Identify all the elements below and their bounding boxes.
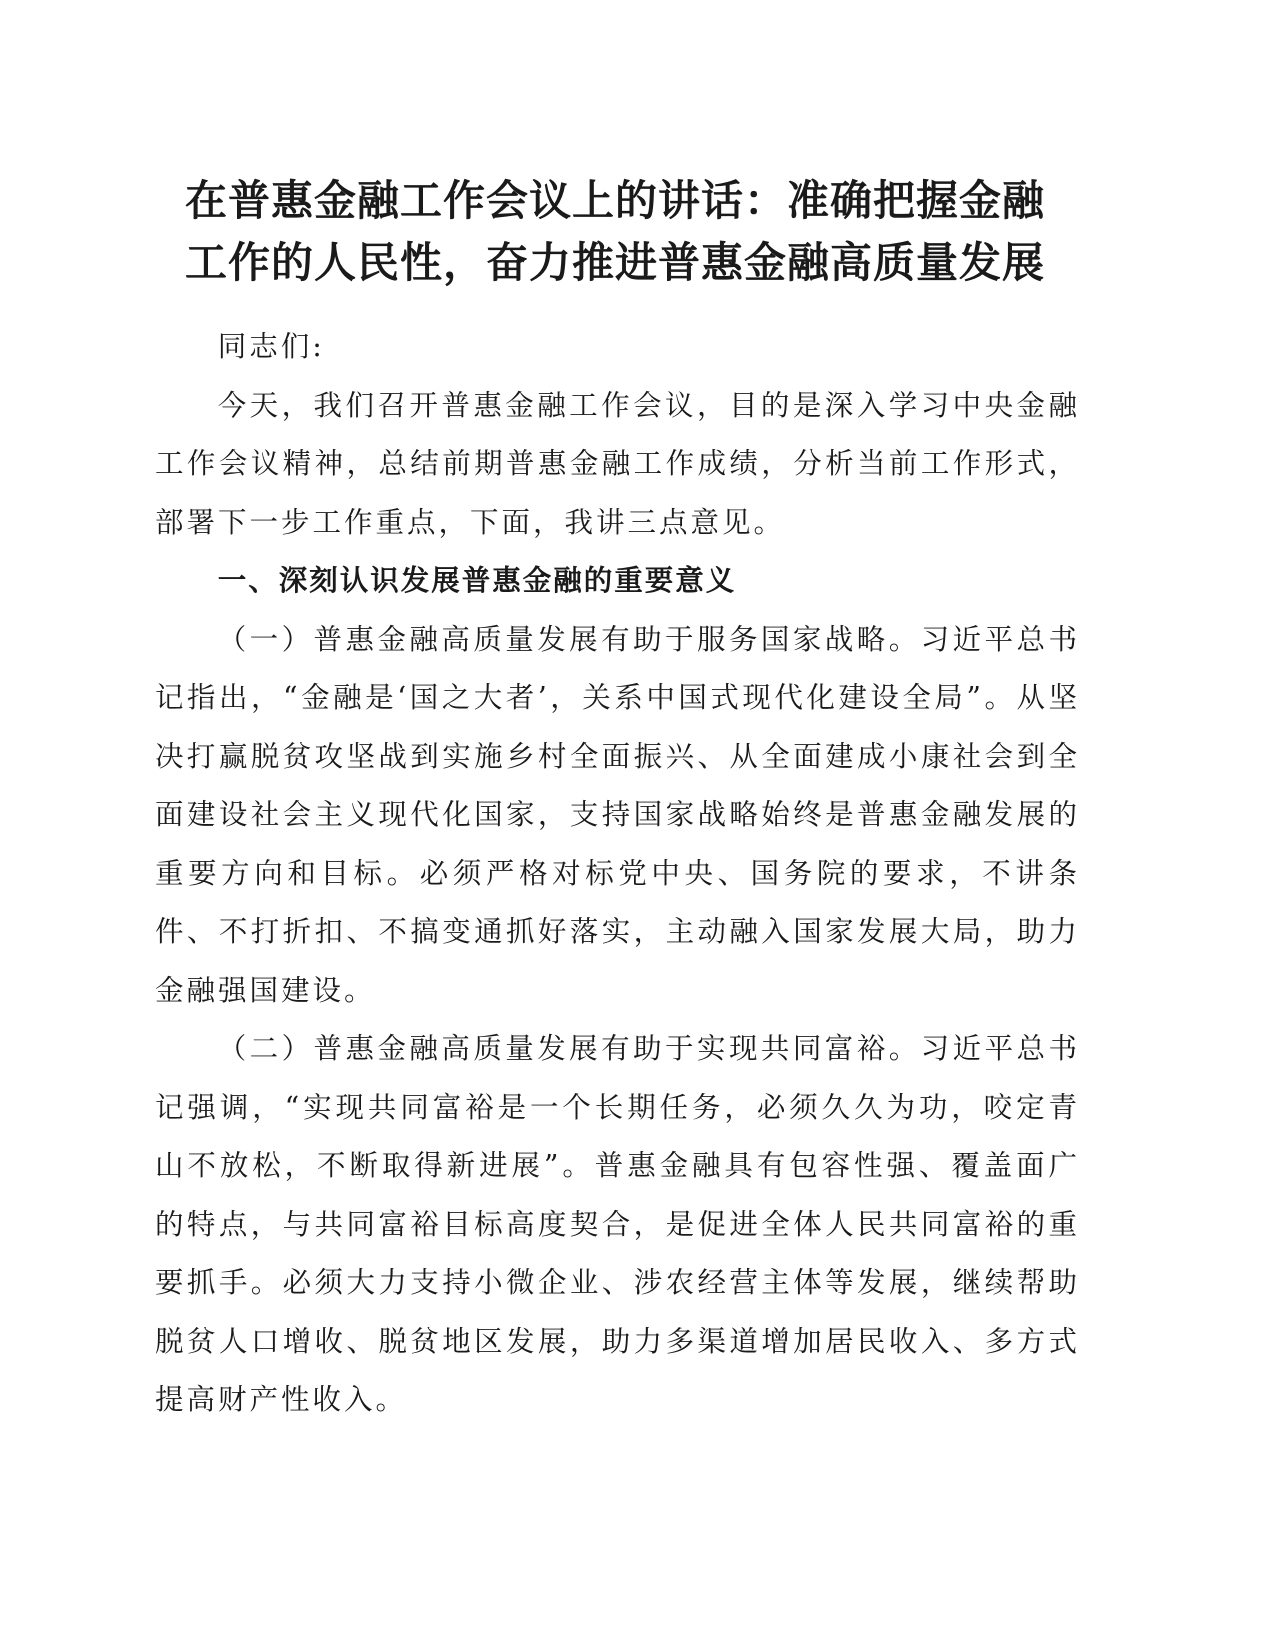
document-body [155,318,1080,1430]
section-paragraph-1: （一）普惠金融高质量发展有助于服务国家战略。习近平总书记指出，“金融是‘国之大者’，关系中国式现代化建设全局”。从坚决打赢脱贫攻坚战到实施乡村全面振兴、从全面建成小康社会到全面建设社会主义现代化国家，支持国家战略始终是普惠金融发展的重要方向和目标。必须严格对标党中央、国务院的要求，不讲条件、不打折扣、不搞变通抓好落实，主动融入国家发展大局，助力金融强国建设。 [155,622,1080,1007]
title-line-1: 在普惠金融工作会议上的讲话：准确把握金融 [184,176,1045,225]
section-heading: 一、深刻认识发展普惠金融的重要意义 [217,564,737,597]
salutation: 同志们: [217,330,325,363]
document-title [150,170,1080,294]
intro-paragraph: 今天，我们召开普惠金融工作会议，目的是深入学习中央金融工作会议精神，总结前期普惠金融工作成绩，分析当前工作形式，部署下一步工作重点，下面，我讲三点意见。 [155,388,1080,539]
title-line-2: 工作的人民性，奋力推进普惠金融高质量发展 [184,238,1045,287]
section-paragraph-2: （二）普惠金融高质量发展有助于实现共同富裕。习近平总书记强调，“实现共同富裕是一个长期任务，必须久久为功，咬定青山不放松，不断取得新进展”。普惠金融具有包容性强、覆盖面广的特点，与共同富裕目标高度契合，是促进全体人民共同富裕的重要抓手。必须大力支持小微企业、涉农经营主体等发展，继续帮助脱贫人口增收、脱贫地区发展，助力多渠道增加居民收入、多方式提高财产性收入。 [155,1032,1080,1416]
